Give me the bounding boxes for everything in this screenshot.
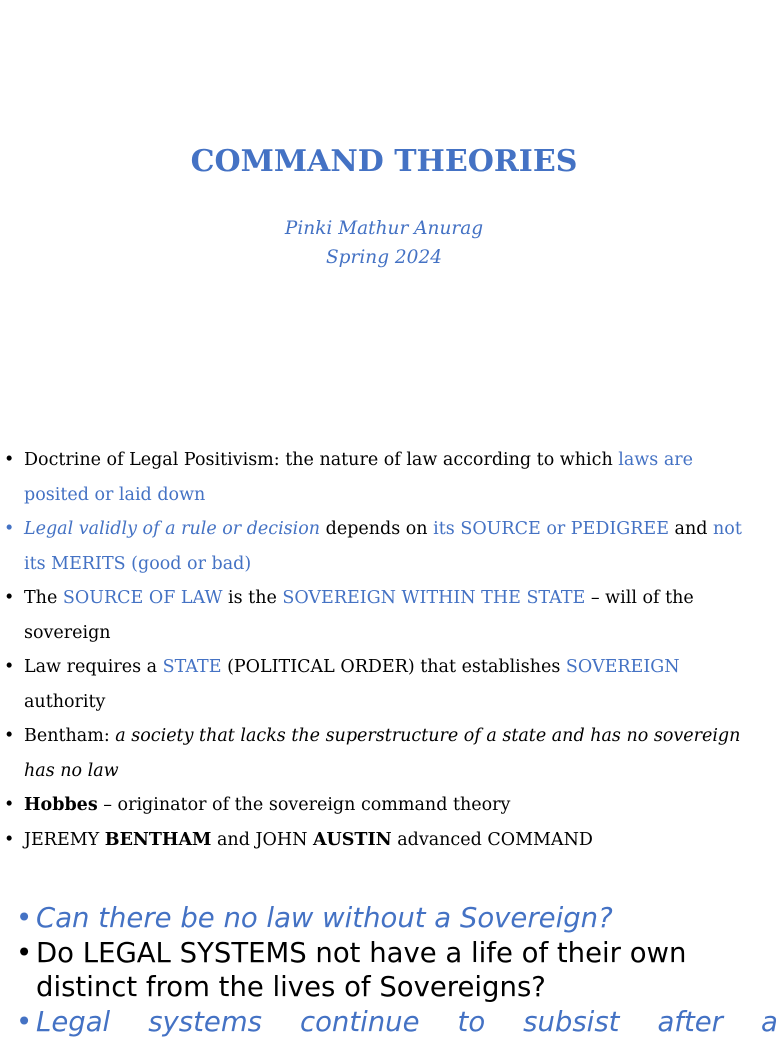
bullet-text: – will of the sovereign bbox=[24, 588, 694, 643]
bullet-dot: • bbox=[4, 512, 14, 547]
bullet-dot: • bbox=[4, 581, 14, 616]
question-text: Do LEGAL SYSTEMS not have a life of their own distinct from the lives of Sovereigns? bbox=[36, 937, 686, 1004]
bullet-dot: • bbox=[16, 901, 32, 936]
bullet-text: Law requires a bbox=[24, 657, 163, 677]
statement-word: to bbox=[458, 1006, 486, 1038]
page-title: COMMAND THEORIES bbox=[0, 142, 768, 182]
bullet-text: depends on bbox=[320, 519, 433, 539]
bullet-text: authority bbox=[24, 692, 105, 712]
bullet-text: The bbox=[24, 588, 63, 608]
question-sovereign bbox=[0, 901, 768, 936]
subtitle bbox=[0, 214, 768, 272]
bullet-dot: • bbox=[4, 650, 14, 685]
statement-word: after bbox=[657, 1006, 723, 1038]
bullet-bentham-quote bbox=[0, 719, 768, 788]
bullet-quote: a society that lacks the superstructure of a state and has no sovereign has no law bbox=[24, 726, 740, 781]
bullet-bentham-austin bbox=[0, 823, 768, 858]
bullet-highlight: not its MERITS (good or bad) bbox=[24, 519, 742, 574]
bullet-dot: • bbox=[16, 1005, 32, 1039]
question-legal-systems bbox=[0, 936, 768, 1005]
bullet-bold: AUSTIN bbox=[313, 830, 392, 850]
bullet-highlight: its SOURCE or PEDIGREE bbox=[433, 519, 669, 539]
bullet-highlight: laws are posited or laid down bbox=[24, 450, 693, 505]
bullet-legal-positivism bbox=[0, 443, 768, 512]
bullet-bold: Hobbes bbox=[24, 795, 98, 815]
bullet-highlight: SOVEREIGN bbox=[566, 657, 680, 677]
bullet-highlight: SOURCE OF LAW bbox=[63, 588, 223, 608]
bullet-source-of-law bbox=[0, 581, 768, 650]
bullet-text: – originator of the sovereign command theory bbox=[98, 795, 511, 815]
term-label: Spring 2024 bbox=[0, 243, 768, 272]
bullet-highlight: Legal validly of a rule or decision bbox=[24, 519, 320, 539]
bullet-text: is the bbox=[222, 588, 282, 608]
statement-legal-systems-subsist bbox=[0, 1005, 768, 1039]
statement-word: systems bbox=[148, 1006, 262, 1038]
bullet-text: JEREMY bbox=[24, 830, 105, 850]
bullet-text: advanced COMMAND bbox=[392, 830, 593, 850]
bullet-text: Doctrine of Legal Positivism: the nature of law according to which bbox=[24, 450, 618, 470]
bullet-dot: • bbox=[4, 443, 14, 478]
bullet-list bbox=[0, 443, 768, 857]
question-text: Can there be no law without a Sovereign? bbox=[36, 902, 613, 934]
bullet-hobbes bbox=[0, 788, 768, 823]
bullet-dot: • bbox=[4, 788, 14, 823]
bullet-text: and JOHN bbox=[211, 830, 313, 850]
author-name: Pinki Mathur Anurag bbox=[0, 214, 768, 243]
title-block bbox=[0, 142, 768, 272]
bullet-text: Bentham: bbox=[24, 726, 115, 746]
bullet-text: and bbox=[669, 519, 713, 539]
statement-word: a bbox=[761, 1006, 778, 1038]
bullet-legal-validity bbox=[0, 512, 768, 581]
statement-word: continue bbox=[300, 1006, 420, 1038]
question-list bbox=[0, 901, 768, 1039]
bullet-law-requires-state bbox=[0, 650, 768, 719]
bullet-text: (POLITICAL ORDER) that establishes bbox=[222, 657, 566, 677]
statement-word: subsist bbox=[523, 1006, 619, 1038]
bullet-highlight: SOVEREIGN WITHIN THE STATE bbox=[282, 588, 585, 608]
statement-word: Legal bbox=[36, 1006, 110, 1038]
bullet-dot: • bbox=[4, 823, 14, 858]
bullet-dot: • bbox=[4, 719, 14, 754]
bullet-dot: • bbox=[16, 936, 32, 971]
bullet-highlight: STATE bbox=[163, 657, 222, 677]
bullet-bold: BENTHAM bbox=[105, 830, 212, 850]
